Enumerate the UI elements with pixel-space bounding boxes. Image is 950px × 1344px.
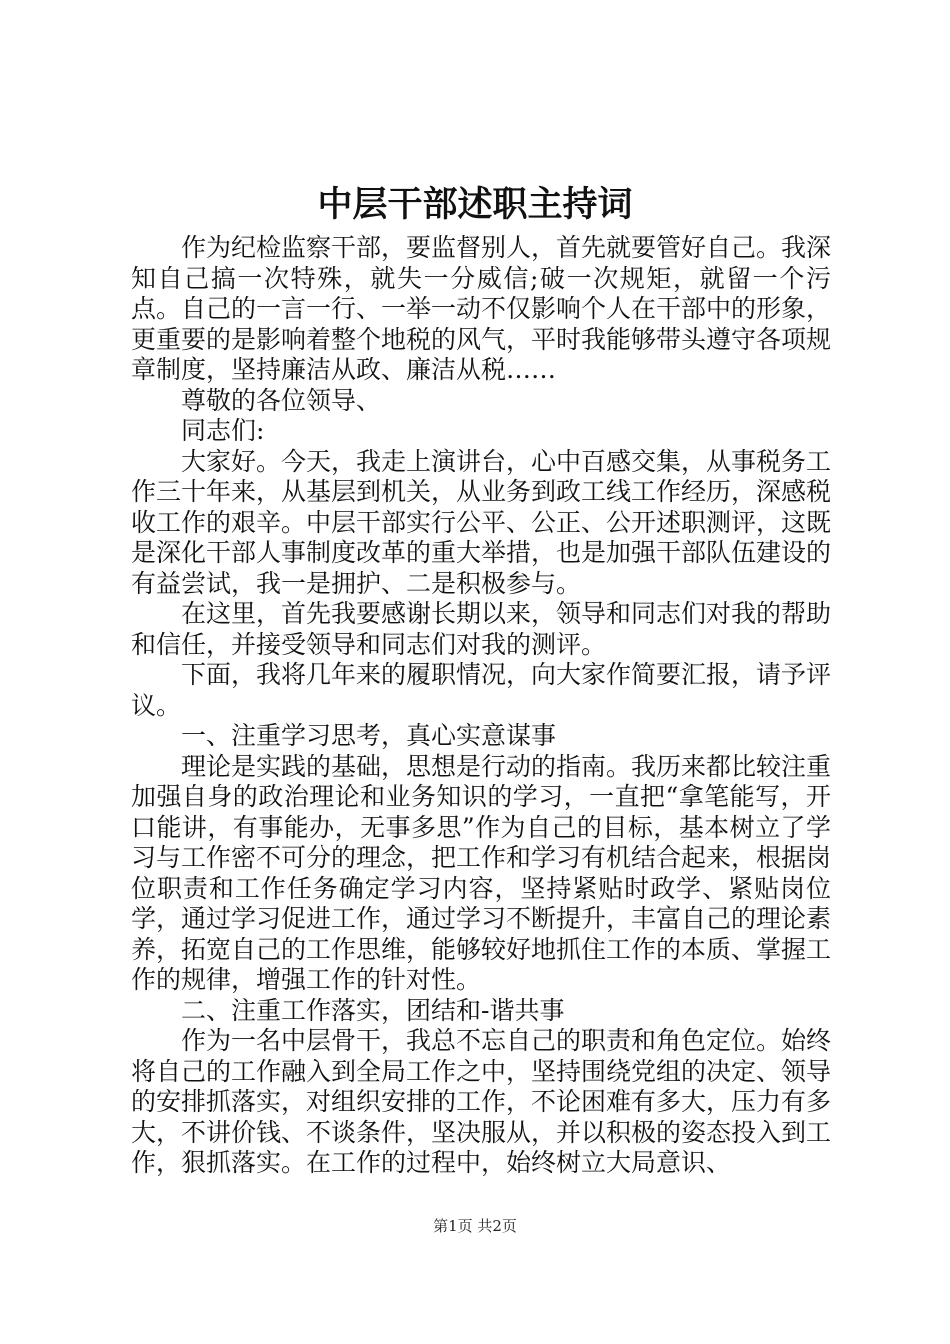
salutation-line: 同志们: bbox=[181, 416, 265, 445]
paragraph: 理论是实践的基础，思想是行动的指南。我历来都比较注重加强自身的政治理论和业务知识的学习，一直把“拿笔能写，开口能讲，有事能办，无事多思”作为自己的目标，基本树立了学习与工作密不可分的理念，把工作和学习有机结合起来，根据岗位职责和工作任务确定学习内容，坚持紧贴时政学、紧贴岗位学，通过学习促进工作，通过学习不断提升，丰富自己的理论素养，拓宽自己的工作思维，能够较好地抓住工作的本质、掌握工作的规律，增强工作的针对性。 bbox=[131, 751, 832, 994]
paragraph: 作为一名中层骨干，我总不忘自己的职责和角色定位。始终将自己的工作融入到全局工作之中，坚持围绕党组的决定、领导的安排抓落实，对组织安排的工作，不论困难有多大，压力有多大，不讲价钱、不谈条件，坚决服从，并以积极的姿态投入到工作，狠抓落实。在工作的过程中，始终树立大局意识、 bbox=[131, 1026, 832, 1177]
paragraph: 作为纪检监察干部，要监督别人，首先就要管好自己。我深知自己搞一次特殊，就失一分威信;破一次规矩，就留一个污点。自己的一言一行、一举一动不仅影响个人在干部中的形象，更重要的是影响着整个地税的风气，平时我能够带头遵守各项规章制度，坚持廉洁从政、廉洁从税…… bbox=[131, 233, 832, 384]
document-body bbox=[131, 233, 831, 1179]
salutation-line: 尊敬的各位领导、 bbox=[181, 385, 382, 415]
paragraph: 大家好。今天，我走上演讲台，心中百感交集，从事税务工作三十年来，从基层到机关，从业务到政工线工作经历，深感税收工作的艰辛。中层干部实行公平、公正、公开述职测评，这既是深化干部人事制度改革的重大举措，也是加强干部队伍建设的有益尝试，我一是拥护、二是积极参与。 bbox=[131, 446, 832, 598]
section-heading: 一、注重学习思考，真心实意谋事 bbox=[181, 721, 557, 750]
paragraph: 下面，我将几年来的履职情况，向大家作简要汇报，请予评议。 bbox=[131, 660, 832, 720]
document-title: 中层干部述职主持词 bbox=[317, 184, 633, 225]
paragraph: 在这里，首先我要感谢长期以来，领导和同志们对我的帮助和信任，并接受领导和同志们对我的测评。 bbox=[131, 599, 832, 659]
section-heading: 二、注重工作落实，团结和-谐共事 bbox=[181, 995, 565, 1025]
page-footer: 第1页 共2页 bbox=[433, 1217, 517, 1235]
